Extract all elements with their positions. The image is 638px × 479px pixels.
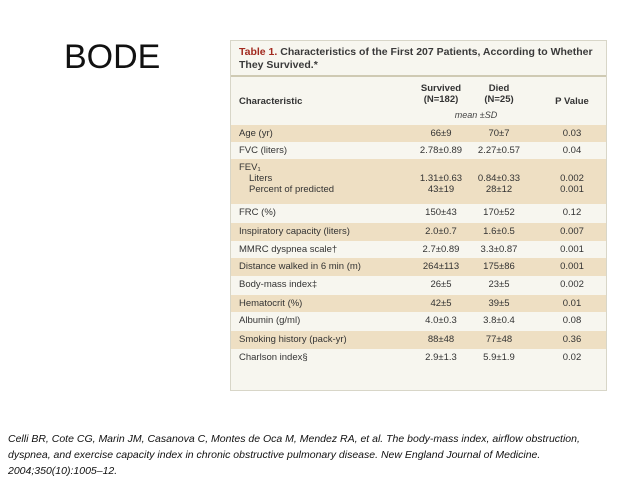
cell-died: 39±5 bbox=[488, 298, 510, 309]
table-row bbox=[231, 125, 606, 142]
table-row bbox=[231, 312, 606, 331]
header-survived-label: Survived bbox=[420, 83, 462, 94]
cell-survived-liters: 1.31±0.63 bbox=[419, 173, 463, 184]
cell-survived-percent: 43±19 bbox=[427, 184, 455, 195]
cell-survived: 2.78±0.89 bbox=[419, 145, 463, 156]
table-row bbox=[231, 258, 606, 276]
slide-title: BODE bbox=[64, 38, 161, 76]
cell-survived: 2.9±1.3 bbox=[425, 352, 457, 363]
cell-characteristic: Charlson index§ bbox=[239, 352, 308, 363]
table-row bbox=[231, 276, 606, 295]
cell-died: 77±48 bbox=[485, 334, 513, 345]
cell-p-value: 0.12 bbox=[562, 207, 582, 218]
cell-p-value: 0.001 bbox=[560, 261, 584, 272]
cell-survived: 66±9 bbox=[430, 128, 452, 139]
cell-died: 70±7 bbox=[488, 128, 510, 139]
cell-p-value: 0.03 bbox=[562, 128, 582, 139]
cell-p-value: 0.01 bbox=[562, 298, 582, 309]
cell-p-value: 0.08 bbox=[562, 315, 582, 326]
table-row bbox=[231, 142, 606, 159]
table-row bbox=[231, 223, 606, 241]
cell-died: 23±5 bbox=[488, 279, 510, 290]
cell-characteristic: FRC (%) bbox=[239, 207, 276, 218]
cell-died: 5.9±1.9 bbox=[483, 352, 515, 363]
header-p-value: P Value bbox=[555, 96, 589, 107]
cell-characteristic: MMRC dyspnea scale† bbox=[239, 244, 338, 255]
cell-survived bbox=[411, 162, 471, 195]
header-died-label: Died bbox=[488, 83, 510, 94]
table-caption-label: Table 1. bbox=[239, 46, 278, 58]
cell-died bbox=[474, 162, 524, 195]
cell-survived: 26±5 bbox=[430, 279, 452, 290]
cell-characteristic bbox=[239, 162, 334, 195]
table-row bbox=[231, 241, 606, 258]
cell-p-value: 0.02 bbox=[562, 352, 582, 363]
cell-sub-characteristic: Liters bbox=[249, 173, 273, 184]
cell-sub-characteristic: Percent of predicted bbox=[249, 184, 335, 195]
cell-characteristic: Body-mass index‡ bbox=[239, 279, 318, 290]
cell-survived: 88±48 bbox=[427, 334, 455, 345]
header-characteristic: Characteristic bbox=[239, 96, 303, 107]
cell-died: 2.27±0.57 bbox=[477, 145, 521, 156]
cell-p-value: 0.007 bbox=[560, 226, 584, 237]
cell-characteristic: Albumin (g/ml) bbox=[239, 315, 301, 326]
cell-died: 1.6±0.5 bbox=[483, 226, 515, 237]
cell-p-value: 0.36 bbox=[562, 334, 582, 345]
table-row bbox=[231, 349, 606, 371]
cell-characteristic: Age (yr) bbox=[239, 128, 273, 139]
header-died bbox=[474, 83, 524, 105]
caption-divider bbox=[231, 75, 606, 77]
cell-characteristic: Hematocrit (%) bbox=[239, 298, 303, 309]
header-unit-note: mean ±SD bbox=[454, 110, 498, 120]
header-survived bbox=[411, 83, 471, 105]
cell-p-value bbox=[547, 162, 597, 195]
cell-characteristic: Distance walked in 6 min (m) bbox=[239, 261, 361, 272]
citation-text: Celli BR, Cote CG, Marin JM, Casanova C, Montes de Oca M, Mendez RA, et al. The body-mass index, airflow obstruction, dyspnea, and exercise capacity index in chronic obstructive pulmonary disease. New England Journal of Medicine. 2004;350(10):1005–12. bbox=[8, 433, 580, 477]
cell-died: 175±86 bbox=[483, 261, 515, 272]
cell-characteristic: Smoking history (pack-yr) bbox=[239, 334, 347, 345]
header-survived-n: (N=182) bbox=[423, 94, 459, 105]
cell-characteristic: FVC (liters) bbox=[239, 145, 288, 156]
cell-p-value: 0.04 bbox=[562, 145, 582, 156]
table-body bbox=[231, 125, 606, 371]
cell-survived: 4.0±0.3 bbox=[425, 315, 457, 326]
table-row bbox=[231, 159, 606, 204]
characteristics-table bbox=[230, 40, 607, 391]
header-died-n: (N=25) bbox=[484, 94, 514, 105]
cell-p-liters: 0.002 bbox=[560, 173, 584, 184]
cell-survived: 2.0±0.7 bbox=[425, 226, 457, 237]
cell-died: 3.8±0.4 bbox=[483, 315, 515, 326]
cell-characteristic: Inspiratory capacity (liters) bbox=[239, 226, 350, 237]
table-caption-text: Characteristics of the First 207 Patients, According to Whether They Survived.* bbox=[239, 46, 593, 71]
cell-died-liters: 0.84±0.33 bbox=[477, 173, 521, 184]
cell-p-percent: 0.001 bbox=[560, 184, 584, 195]
cell-died-percent: 28±12 bbox=[485, 184, 513, 195]
cell-survived: 264±113 bbox=[422, 261, 460, 272]
cell-died: 170±52 bbox=[483, 207, 515, 218]
table-row bbox=[231, 295, 606, 312]
cell-survived: 42±5 bbox=[430, 298, 452, 309]
table-caption bbox=[239, 46, 599, 72]
table-row bbox=[231, 331, 606, 349]
cell-survived: 150±43 bbox=[425, 207, 457, 218]
table-row bbox=[231, 204, 606, 223]
cell-survived: 2.7±0.89 bbox=[422, 244, 460, 255]
cell-characteristic-label: FEV₁ bbox=[239, 162, 261, 173]
cell-died: 3.3±0.87 bbox=[480, 244, 518, 255]
cell-p-value: 0.002 bbox=[560, 279, 584, 290]
cell-p-value: 0.001 bbox=[560, 244, 584, 255]
